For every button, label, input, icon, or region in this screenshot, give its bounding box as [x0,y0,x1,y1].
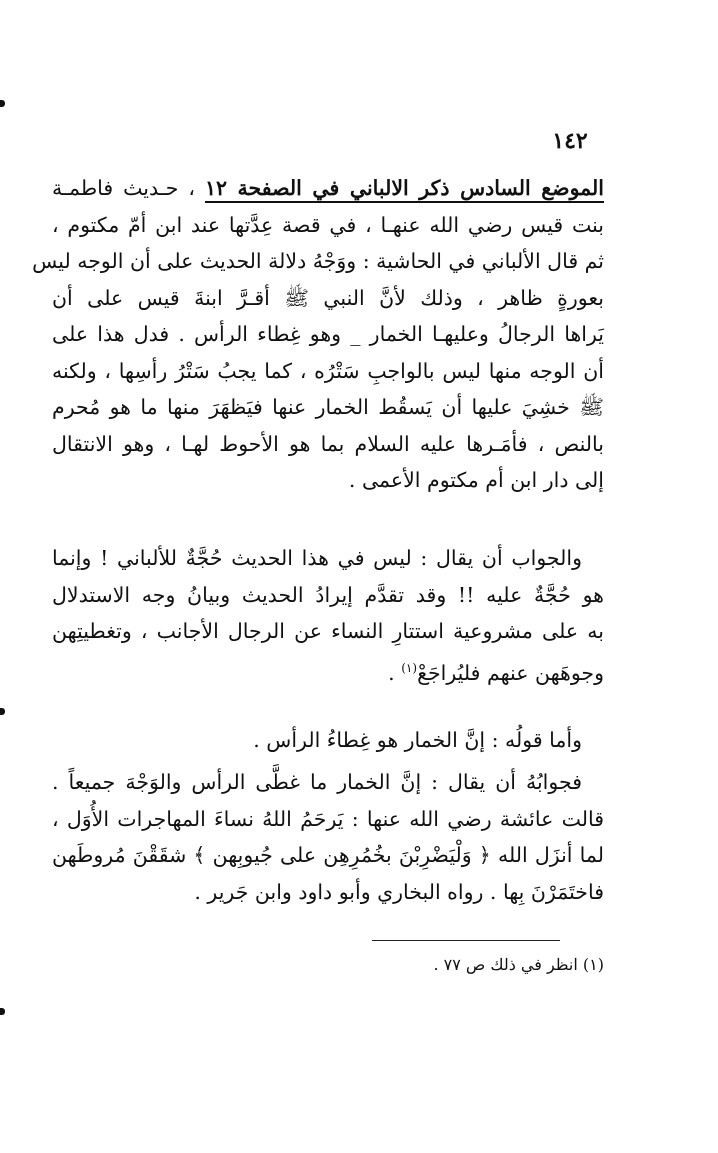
footnote-divider [372,940,560,941]
paragraph-4 [52,764,604,910]
paragraph-2-line-text: وجوهَهن عنهم فليُراجَعْ [417,660,604,685]
paragraph-2-end-mark: . [388,660,395,685]
paragraph-2-line: به على مشروعية استتارِ النساء عن الرجال الأجانب ، وتغطيتِهن [52,619,604,643]
page-number: ١٤٢ [552,128,588,154]
paragraph-1-line-1 [52,170,604,207]
paragraph-2-line: والجواب أن يقال : ليس في هذا الحديث حُجَّةٌ للألباني ! وإنما [52,546,582,570]
paragraph-1-line: ثم قال الألباني في الحاشية : ووَجْهُ دلالة الحديث على أن الوجه ليس [32,249,604,273]
paragraph-4-line: فاختَمَرْنَ بِها . رواه البخاري وأبو داود وابن جَرير . [194,879,604,904]
section-heading: الموضع السادس ذكر الالباني في الصفحة ١٢ [205,176,604,203]
paragraph-3-line: وأما قولُه : إنَّ الخمار هو غِطاءُ الرأس . [253,728,582,752]
paragraph-3 [52,722,604,759]
footnote-reference: (١) [401,660,418,675]
footnote: (١) انظر في ذلك ص ٧٧ . [433,955,604,974]
paragraph-2 [52,540,604,686]
paragraph-4-line: فجوابُهُ أن يقال : إنَّ الخمار ما غطَّى الرأس والوَجْهَ جميعاً . [52,770,582,794]
paragraph-1-line: إلى دار ابن أم مكتوم الأعمى . [348,468,604,492]
heading-continuation: ، حـديث فاطمـة [52,176,195,200]
paragraph-1-line: بنت قيس رضي الله عنهـا ، في قصة عِدَّتها عند ابن أمّ مكتوم ، [52,212,604,237]
paragraph-1-line: يَراها الرجالُ وعليهـا الخمار _ وهو غِطاء الرأس . فدل هذا على [52,322,604,346]
paragraph-2-line: هو حُجَّةٌ عليه !! وقد تقدَّم إيرادُ الحديث وبيانُ وجه الاستدلال [52,582,604,607]
scan-edge-mark [0,100,5,107]
scan-edge-mark [0,708,5,715]
paragraph-1-line: بالنص ، فأمَـرها عليه السلام بما هو الأحوط لهـا ، وهو الانتقال [52,431,604,456]
paragraph-1-line: ﷺ خشِيَ عليها أن يَسقُط الخمار عنها فيَظهَرَ منها ما هو مُحرم [52,395,604,419]
paragraph-1-line: أن الوجه منها ليس بالواجبِ سَتْرُه ، كما يجبُ سَتْرُ رأسِها ، ولكنه [52,358,604,383]
paragraph-1-line: بعورةٍ ظاهر ، وذلك لأنَّ النبي ﷺ أقـرَّ ابنةَ قيس على أن [52,285,604,310]
paragraph-4-line: قالت عائشة رضي الله عنها : يَرحَمُ اللهُ نساءَ المهاجرات الأُوَل ، [52,806,604,831]
paragraph-2-line-last [52,650,604,687]
paragraph-1 [32,170,604,499]
paragraph-4-line: لما أنزَل الله ﴿ وَلْيَضْرِبْنَ بخُمُرِهِن على جُيوبِهن ﴾ شقَقْنَ مُروطَهن [52,843,604,867]
scan-edge-mark [0,1008,5,1015]
